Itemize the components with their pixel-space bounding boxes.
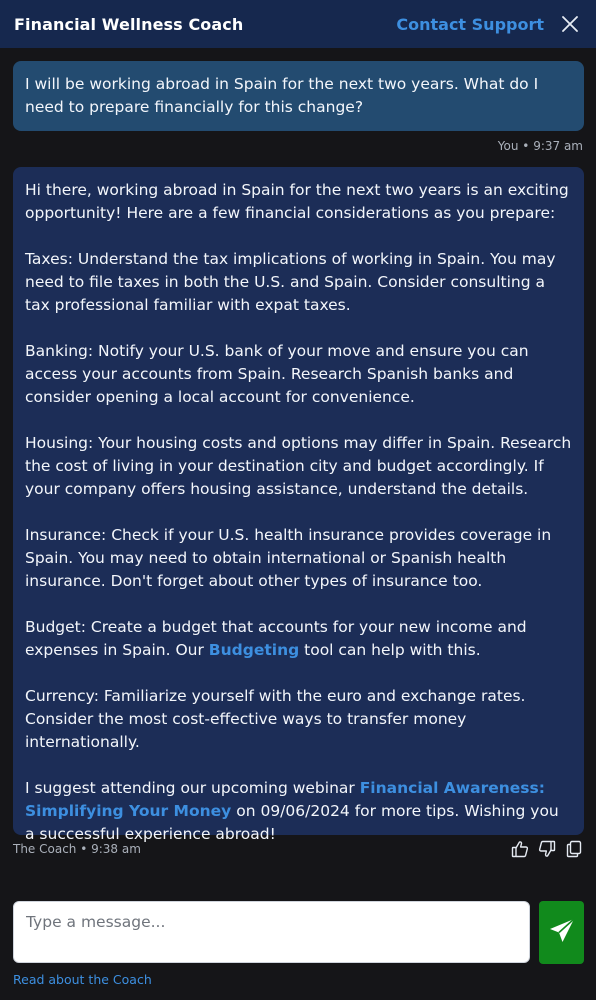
message-actions xyxy=(511,840,583,858)
message-input-container[interactable] xyxy=(13,901,530,963)
coach-budget xyxy=(25,616,572,662)
user-message-meta: You • 9:37 am xyxy=(497,139,583,153)
thumbs-up-icon[interactable] xyxy=(511,840,529,858)
closing-text-pre: I suggest attending our upcoming webinar xyxy=(25,779,360,797)
header xyxy=(0,0,596,48)
budgeting-tool-link[interactable]: Budgeting xyxy=(208,641,300,659)
send-icon xyxy=(548,917,576,949)
closing-text-post: on 09/06/2024 for more tips. Wishing you a successful experience abroad! xyxy=(25,802,559,843)
coach-intro: Hi there, working abroad in Spain for the next two years is an exciting opportunity! Here are a few financial considerations as you prepare: xyxy=(25,181,569,222)
composer xyxy=(0,880,596,1000)
coach-currency: Currency: Familiarize yourself with the euro and exchange rates. Consider the most cost-effective ways to transfer money internationally. xyxy=(25,687,526,751)
chat-area[interactable] xyxy=(0,48,596,880)
coach-closing xyxy=(25,777,572,846)
copy-icon[interactable] xyxy=(565,840,583,858)
user-message-bubble xyxy=(13,61,584,131)
read-about-coach-link[interactable]: Read about the Coach xyxy=(13,972,152,987)
contact-support-link[interactable]: Contact Support xyxy=(396,14,544,34)
coach-housing: Housing: Your housing costs and options may differ in Spain. Research the cost of living in your destination city and budget accordingly. If your company offers housing assistance, understand the details. xyxy=(25,434,572,498)
user-message-text: I will be working abroad in Spain for the next two years. What do I need to prepare financially for this change? xyxy=(25,75,539,116)
coach-taxes: Taxes: Understand the tax implications of working in Spain. You may need to file taxes in both the U.S. and Spain. Consider consulting a tax professional familiar with expat taxes. xyxy=(25,250,556,314)
coach-message-meta: The Coach • 9:38 am xyxy=(13,842,141,856)
budget-text-post: tool can help with this. xyxy=(299,641,481,659)
budget-text-pre: Budget: Create a budget that accounts for your new income and expenses in Spain. Our xyxy=(25,618,527,659)
coach-message-bubble xyxy=(13,167,584,843)
coach-banking: Banking: Notify your U.S. bank of your move and ensure you can access your accounts from Spain. Research Spanish banks and consider opening a local account for convenience. xyxy=(25,342,529,406)
thumbs-down-icon[interactable] xyxy=(538,840,556,858)
webinar-link[interactable]: Financial Awareness: Simplifying Your Money xyxy=(25,779,545,820)
app-title: Financial Wellness Coach xyxy=(14,14,244,34)
coach-insurance: Insurance: Check if your U.S. health insurance provides coverage in Spain. You may need to obtain international or Spanish health insurance. Don't forget about other types of insurance too. xyxy=(25,526,552,590)
message-input[interactable] xyxy=(26,913,517,931)
close-icon[interactable] xyxy=(560,14,580,34)
send-button[interactable] xyxy=(539,901,584,964)
